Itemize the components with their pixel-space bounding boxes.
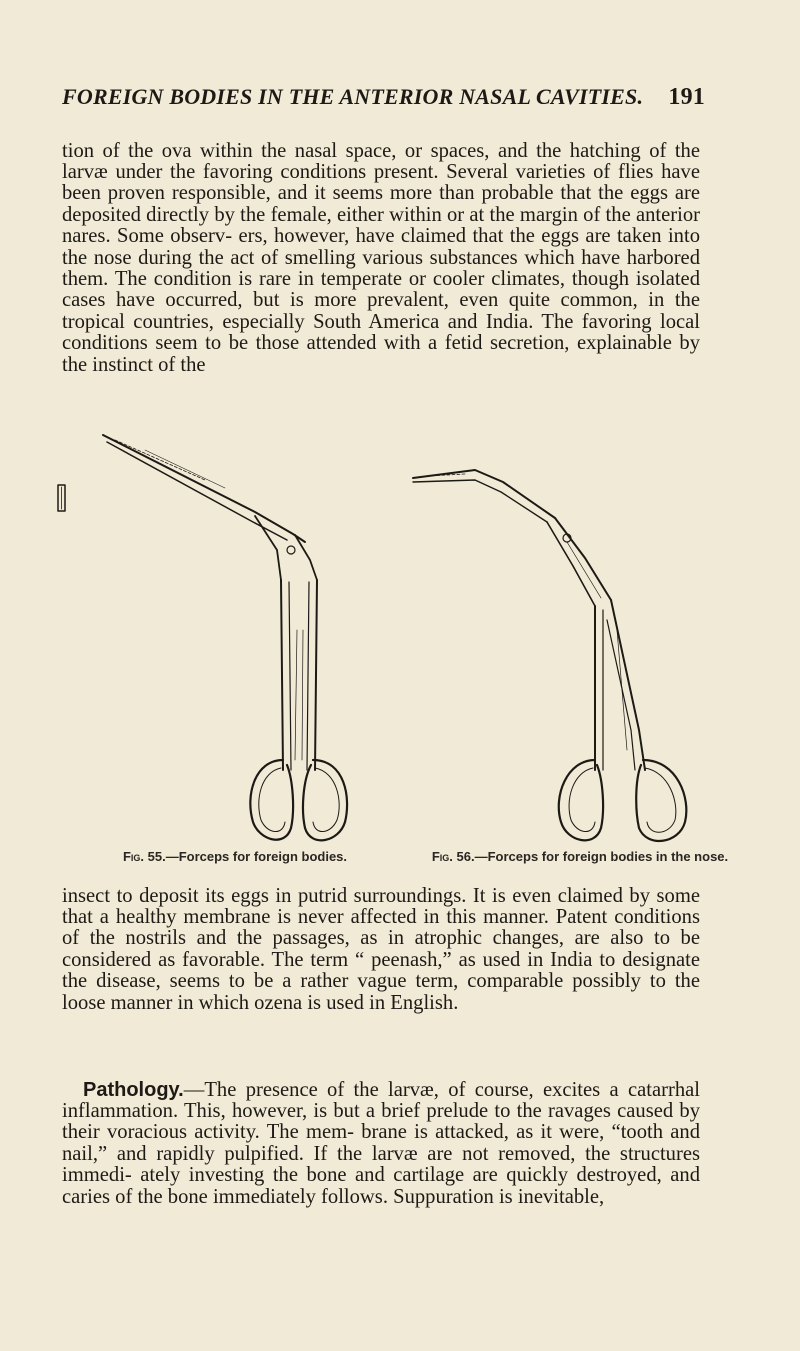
running-head bbox=[62, 84, 705, 111]
paragraph-ova-hatching: tion of the ova within the nasal space, or spaces, and the hatching of the larvæ under the favoring conditions present. Several varieties of flies have been proven responsible, and it seems more than probable that the eggs are deposited directly by the female, either within or at the margin of the anterior nares. Some observ- ers, however, have claimed that the eggs are taken into the nose during the act of smelling various substances which have harbored them. The condition is rare in temperate or cooler climates, though isolated cases have occurred, but is more prevalent, even quite common, in the tropical countries, especially South America and India. The favoring local conditions seem to be those attended with a fetid secretion, explainable by the instinct of the bbox=[62, 139, 700, 376]
figure-area bbox=[55, 430, 745, 864]
figure-55-caption bbox=[85, 849, 385, 864]
paragraph-pathology bbox=[62, 1080, 700, 1208]
page-number: 191 bbox=[668, 84, 705, 110]
pathology-text: —The presence of the larvæ, of course, excites a catarrhal inflammation. This, however, is but a brief prelude to the ravages caused by their voracious activity. The mem- brane is attacked, as it were, “tooth and nail,” and rapidly pulpified. If the larvæ are not removed, the structures immedi- ately investing the bone and cartilage are quickly destroyed, and caries of the bone immediately follows. Suppuration is inevitable, bbox=[62, 1078, 700, 1208]
figure-56-text: —Forceps for foreign bodies in the nose. bbox=[474, 849, 729, 864]
forceps-illustrations bbox=[55, 430, 745, 850]
figure-55-text: —Forceps for foreign bodies. bbox=[165, 849, 348, 864]
paragraph-insect-deposit: insect to deposit its eggs in putrid surroundings. It is even claimed by some that a healthy membrane is never affected in this manner. Patent conditions of the nostrils and the passages, as in atrophic changes, are also to be considered as favorable. The term “ peenash,” as used in India to designate the disease, seems to be a rather vague term, comparable possibly to the loose manner in which ozena is used in English. bbox=[62, 884, 700, 1014]
forceps-55-drawing bbox=[58, 435, 347, 840]
figure-55-label: Fig. 55. bbox=[122, 849, 166, 864]
figure-56-label: Fig. 56. bbox=[431, 849, 475, 864]
running-head-title: FOREIGN BODIES IN THE ANTERIOR NASAL CAVITIES. bbox=[62, 84, 644, 109]
figure-56-caption bbox=[425, 849, 735, 864]
pathology-heading: Pathology. bbox=[83, 1078, 184, 1101]
forceps-56-drawing bbox=[413, 470, 686, 841]
